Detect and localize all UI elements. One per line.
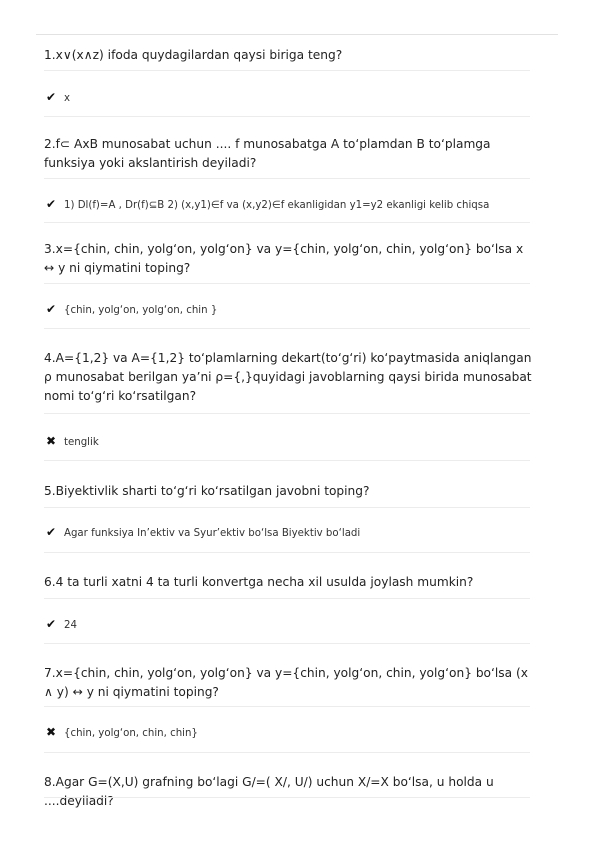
question-5: [44, 482, 534, 501]
answer-text: {chin, yolg‘on, yolg‘on, chin }: [64, 305, 218, 316]
question-7: [44, 664, 534, 702]
divider: [44, 460, 530, 461]
answer-text: 24: [64, 620, 77, 631]
check-icon: ✔: [46, 90, 57, 104]
check-icon: ✔: [46, 302, 57, 316]
answer-6: [46, 617, 546, 633]
answer-2: [46, 197, 546, 213]
cross-icon: ✖: [46, 725, 57, 739]
question-4: [44, 349, 534, 406]
answer-7: [46, 725, 546, 741]
divider: [44, 706, 530, 707]
answer-1: [46, 90, 546, 106]
question-number: 8.: [44, 775, 56, 789]
question-text: x∨(x∧z) ifoda quydagilardan qaysi biriga teng?: [55, 48, 343, 62]
answer-5: [46, 525, 546, 541]
question-1: [44, 46, 534, 65]
divider: [44, 116, 530, 117]
divider: [44, 598, 530, 599]
question-text: 4 ta turli xatni 4 ta turli konvertga necha xil usulda joylash mumkin?: [55, 575, 474, 589]
top-divider: [36, 34, 558, 35]
divider: [44, 222, 530, 223]
divider: [44, 552, 530, 553]
question-number: 5.: [44, 484, 56, 498]
check-icon: ✔: [46, 197, 57, 211]
divider: [44, 283, 530, 284]
divider: [44, 643, 530, 644]
divider: [44, 752, 530, 753]
question-number: 1.: [44, 48, 56, 62]
question-text: Agar G=(X,U) grafning bo‘lagi G/=( X/, U/) uchun X/=X bo‘lsa, u holda u ....deyiladi?: [44, 775, 494, 808]
question-text: x={chin, chin, yolg‘on, yolg‘on} va y={chin, yolg‘on, chin, yolg‘on} bo‘lsa (x ∧ y) ↔ y ni qiymatini toping?: [44, 666, 528, 699]
answer-4: [46, 434, 546, 450]
answer-text: tenglik: [64, 437, 99, 448]
question-text: x={chin, chin, yolg‘on, yolg‘on} va y={chin, yolg‘on, chin, yolg‘on} bo‘lsa x ↔ y ni qiymatini toping?: [44, 242, 524, 275]
divider: [44, 178, 530, 179]
divider: [44, 797, 530, 798]
check-icon: ✔: [46, 525, 57, 539]
answer-text: 1) Dl(f)=A , Dr(f)⊆B 2) (x,y1)∈f va (x,y2)∈f ekanligidan y1=y2 ekanligi kelib chiqsa: [64, 200, 490, 211]
question-text: f⊂ AxB munosabat uchun .... f munosabatga A to‘plamdan B to‘plamga funksiya yoki akslantirish deyiladi?: [44, 137, 491, 170]
question-8: [44, 773, 534, 811]
question-3: [44, 240, 534, 278]
question-6: [44, 573, 534, 592]
divider: [44, 507, 530, 508]
question-number: 3.: [44, 242, 56, 256]
question-2: [44, 135, 534, 173]
question-number: 7.: [44, 666, 56, 680]
answer-text: Agar funksiya In’ektiv va Syur’ektiv bo‘lsa Biyektiv bo‘ladi: [64, 528, 361, 539]
divider: [44, 413, 530, 414]
answer-text: x: [64, 93, 71, 104]
question-number: 2.: [44, 137, 56, 151]
divider: [44, 70, 530, 71]
check-icon: ✔: [46, 617, 57, 631]
question-text: Biyektivlik sharti to‘g‘ri ko‘rsatilgan javobni toping?: [55, 484, 370, 498]
cross-icon: ✖: [46, 434, 57, 448]
answer-text: {chin, yolg‘on, chin, chin}: [64, 728, 198, 739]
question-number: 6.: [44, 575, 56, 589]
question-text: A={1,2} va A={1,2} to‘plamlarning dekart(to‘g‘ri) ko‘paytmasida aniqlangan ρ munosabat berilgan ya’ni ρ={,}quyidagi javoblarning qaysi birida munosabat nomi to‘g‘ri ko‘rsatilgan?: [44, 351, 532, 403]
answer-3: [46, 302, 546, 318]
divider: [44, 328, 530, 329]
question-number: 4.: [44, 351, 56, 365]
